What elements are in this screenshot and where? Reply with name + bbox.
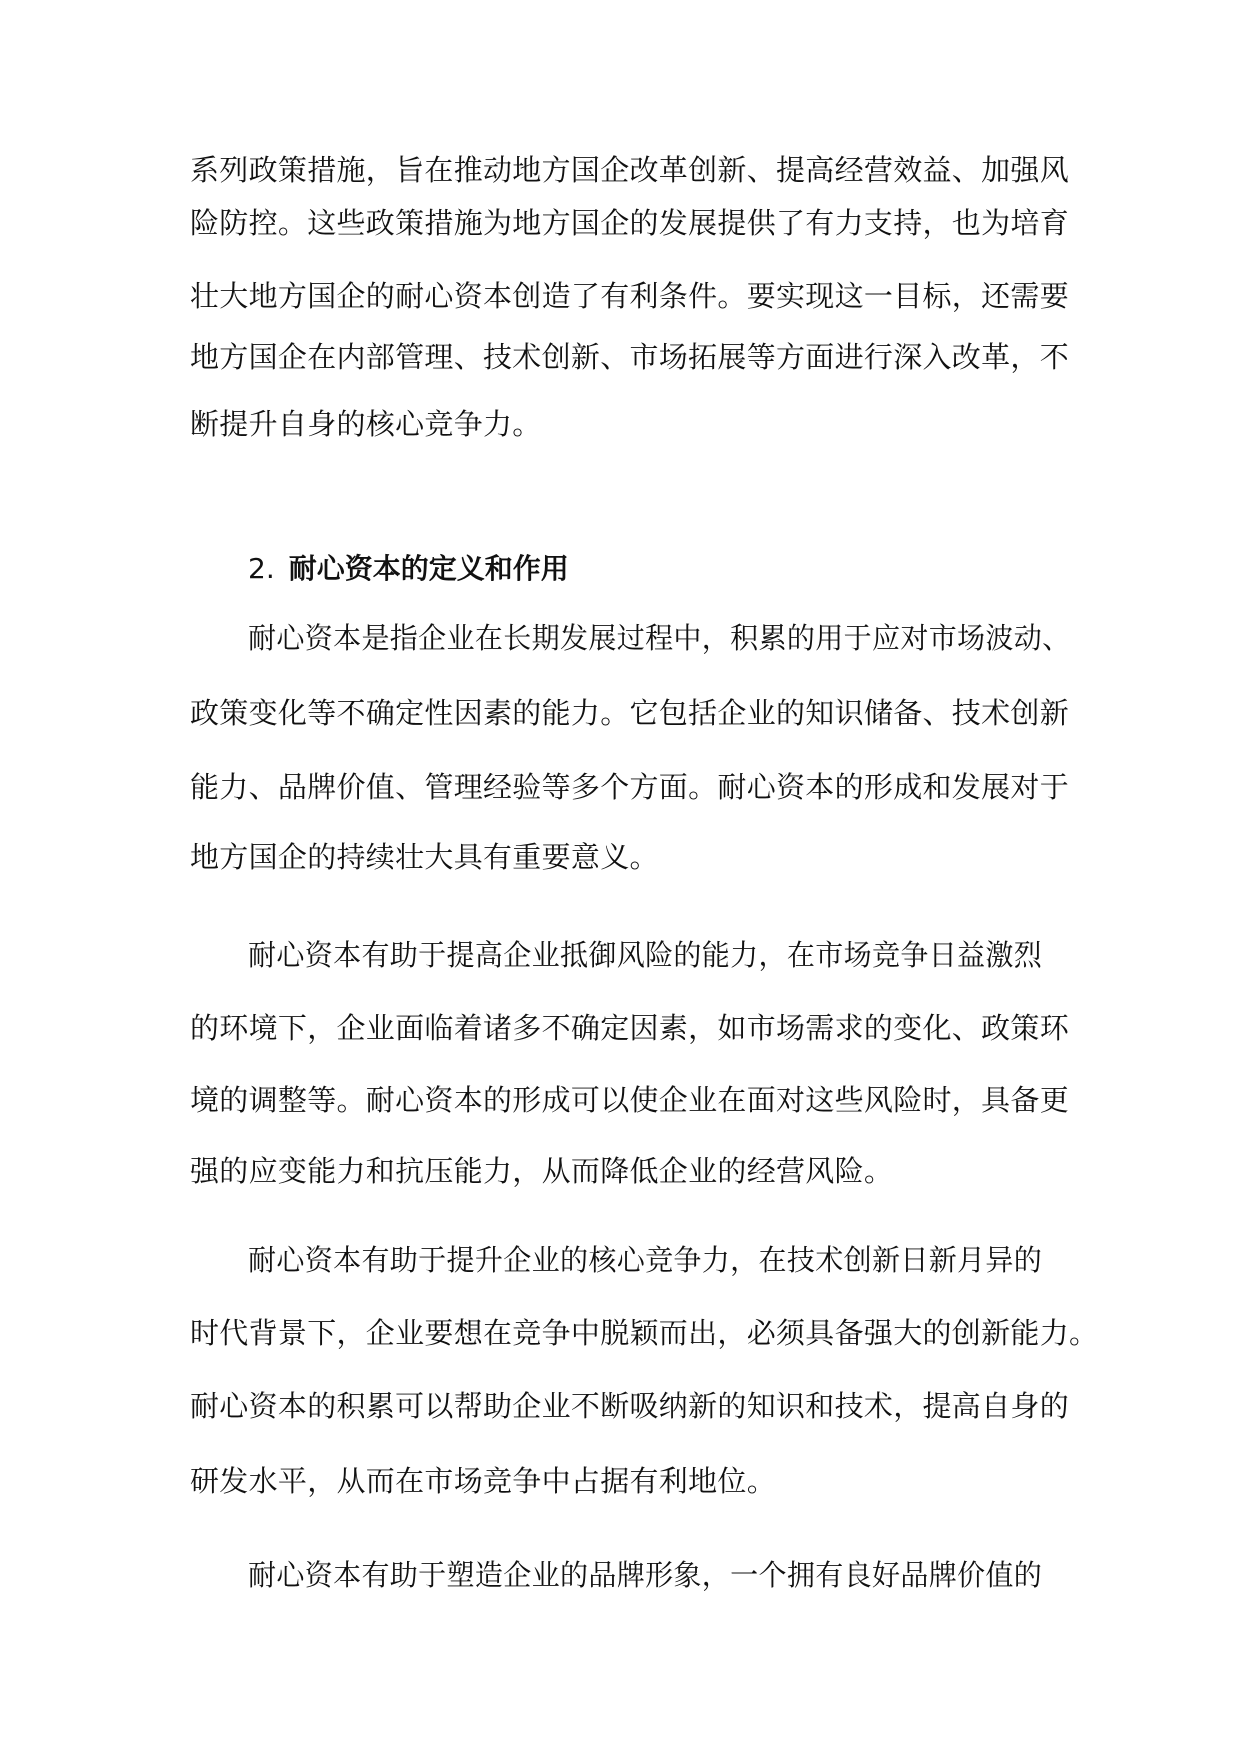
section-heading: [248, 549, 569, 589]
paragraph-line: 耐心资本是指企业在长期发展过程中，积累的用于应对市场波动、: [248, 621, 1071, 655]
paragraph-line: 系列政策措施，旨在推动地方国企改革创新、提高经营效益、加强风: [190, 153, 1070, 187]
paragraph-line: 险防控。这些政策措施为地方国企的发展提供了有力支持，也为培育: [190, 206, 1070, 240]
paragraph-line: 壮大地方国企的耐心资本创造了有利条件。要实现这一目标，还需要: [190, 279, 1070, 313]
section-title: 耐心资本的定义和作用: [288, 552, 569, 585]
paragraph-line: 地方国企在内部管理、技术创新、市场拓展等方面进行深入改革，不: [190, 340, 1070, 374]
paragraph-line: 耐心资本的积累可以帮助企业不断吸纳新的知识和技术，提高自身的: [190, 1389, 1070, 1423]
paragraph-line: 耐心资本有助于塑造企业的品牌形象，一个拥有良好品牌价值的: [248, 1558, 1043, 1592]
paragraph-line: 研发水平，从而在市场竞争中占据有利地位。: [190, 1464, 777, 1498]
paragraph-line: 断提升自身的核心竞争力。: [190, 407, 542, 441]
paragraph-line: 耐心资本有助于提高企业抵御风险的能力，在市场竞争日益激烈: [248, 938, 1043, 972]
paragraph-line: 的环境下，企业面临着诸多不确定因素，如市场需求的变化、政策环: [190, 1011, 1070, 1045]
paragraph-line: 时代背景下，企业要想在竞争中脱颖而出，必须具备强大的创新能力。: [190, 1316, 1099, 1350]
paragraph-line: 境的调整等。耐心资本的形成可以使企业在面对这些风险时，具备更: [190, 1083, 1070, 1117]
paragraph-line: 耐心资本有助于提升企业的核心竞争力，在技术创新日新月异的: [248, 1243, 1043, 1277]
paragraph-line: 强的应变能力和抗压能力，从而降低企业的经营风险。: [190, 1154, 894, 1188]
section-number: 2.: [248, 552, 275, 585]
paragraph-line: 能力、品牌价值、管理经验等多个方面。耐心资本的形成和发展对于: [190, 770, 1070, 804]
paragraph-line: 政策变化等不确定性因素的能力。它包括企业的知识储备、技术创新: [190, 696, 1070, 730]
paragraph-line: 地方国企的持续壮大具有重要意义。: [190, 840, 659, 874]
